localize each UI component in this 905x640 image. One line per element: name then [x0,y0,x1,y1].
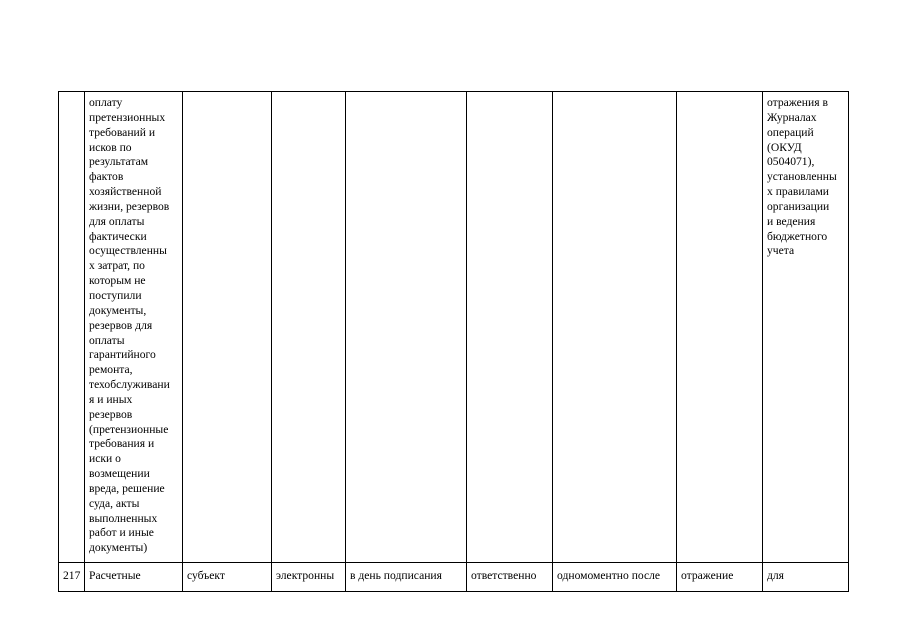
responsible-cell: ответственно [467,563,553,592]
creator-cell: субъект [183,563,272,592]
action-cell: отражение [677,563,763,592]
format-cell: электронны [272,563,346,592]
recording-rules-cell: отражения в Журналах операций (ОКУД 0504071), установленны х правилами организации и ведения бюджетного учета [763,92,849,563]
document-description-cell: Расчетные [85,563,183,592]
table-cell [553,92,677,563]
table-cell [677,92,763,563]
table-cell [272,92,346,563]
deadline-cell: в день подписания [346,563,467,592]
table-row [59,563,849,592]
table-row [59,92,849,563]
register-table [58,91,849,592]
row-number-cell: 217 [59,563,85,592]
table-cell [183,92,272,563]
timing-cell: одномоментно после [553,563,677,592]
table-cell [467,92,553,563]
table-cell [346,92,467,563]
document-description-cell: оплату претензионных требований и исков по результатам фактов хозяйственной жизни, резервов для оплаты фактически осуществленны х затрат, по которым не поступили документы, резервов для оплаты гарантийного ремонта, техобслуживани я и иных резервов (претензионные требования и иски о возмещении вреда, решение суда, акты выполненных работ и иные документы) [85,92,183,563]
row-number-cell [59,92,85,563]
recording-rules-cell: для [763,563,849,592]
